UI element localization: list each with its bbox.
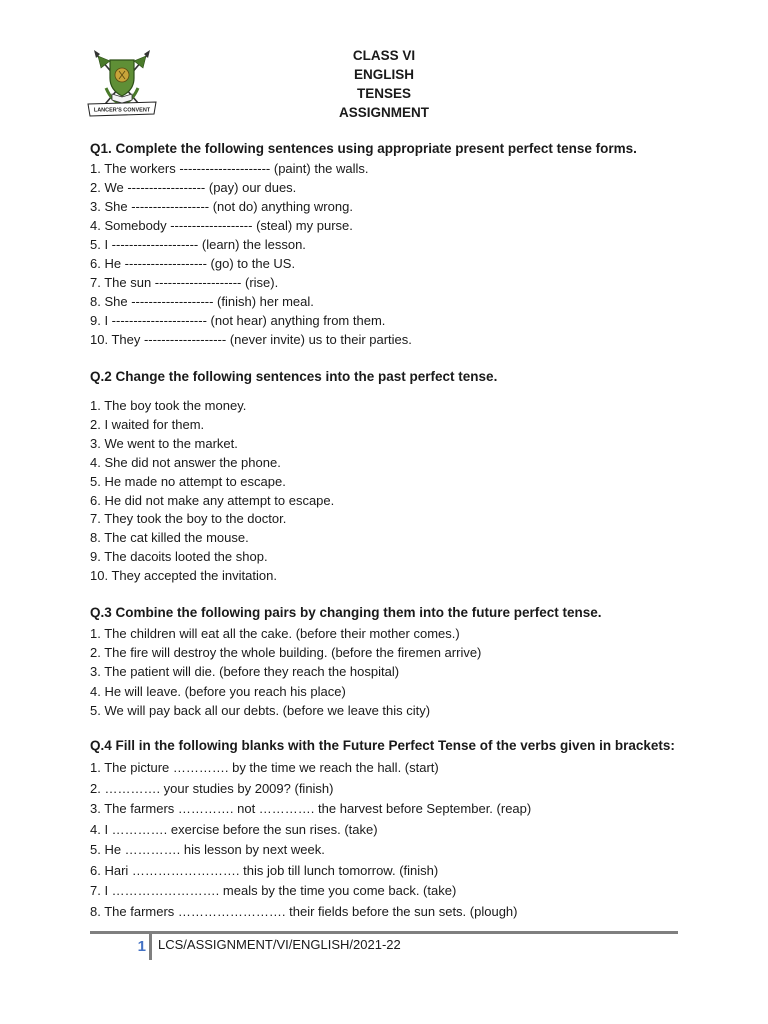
list-item: 7. The sun -------------------- (rise). — [90, 275, 279, 290]
footer-reference: LCS/ASSIGNMENT/VI/ENGLISH/2021-22 — [158, 937, 401, 952]
page-number: 1 — [137, 938, 146, 955]
list-item: 2. …………. your studies by 2009? (finish) — [90, 780, 334, 796]
list-item: 4. He will leave. (before you reach his place) — [90, 683, 346, 699]
subject-line: ENGLISH — [353, 67, 414, 82]
list-item: 7. They took the boy to the doctor. — [90, 511, 287, 527]
list-item: 8. She ------------------- (finish) her meal. — [90, 294, 314, 309]
list-item: 3. The patient will die. (before they reach the hospital) — [90, 664, 400, 680]
list-item: 2. I waited for them. — [90, 416, 205, 432]
list-item: 6. Hari ……………………. this job till lunch tomorrow. (finish) — [90, 862, 439, 878]
school-crest-logo — [82, 44, 162, 120]
doc-type-line: ASSIGNMENT — [338, 105, 429, 120]
list-item: 2. We ------------------ (pay) our dues. — [90, 180, 297, 195]
list-item: 3. The farmers …………. not …………. the harvest before September. (reap) — [90, 801, 532, 816]
list-item: 5. We will pay back all our debts. (before we leave this city) — [90, 702, 431, 718]
topic-line: TENSES — [356, 86, 411, 101]
list-item: 6. He did not make any attempt to escape. — [90, 492, 335, 508]
list-item: 5. He made no attempt to escape. — [90, 473, 286, 489]
question-2-list — [90, 397, 334, 586]
question-4-heading: Q.4 Fill in the following blanks with the Future Perfect Tense of the verbs given in brackets: — [90, 738, 675, 753]
question-3-list — [90, 624, 481, 720]
footer-divider — [149, 934, 152, 960]
list-item: 5. He …………. his lesson by next week. — [90, 842, 325, 857]
list-item: 2. The fire will destroy the whole building. (before the firemen arrive) — [90, 645, 482, 661]
list-item: 1. The workers --------------------- (paint) the walls. — [90, 161, 369, 176]
list-item: 7. I ……………………. meals by the time you come back. (take) — [90, 883, 457, 898]
class-line: CLASS VI — [352, 48, 416, 63]
list-item: 4. She did not answer the phone. — [90, 454, 281, 470]
list-item: 1. The picture …………. by the time we reach the hall. (start) — [90, 760, 439, 775]
question-1-heading: Q1. Complete the following sentences using appropriate present perfect tense forms. — [90, 141, 637, 156]
list-item: 8. The farmers ……………………. their fields before the sun sets. (plough) — [90, 903, 518, 919]
question-2-heading: Q.2 Change the following sentences into the past perfect tense. — [90, 369, 498, 384]
question-1-list — [90, 159, 412, 349]
assignment-title — [284, 46, 484, 122]
list-item: 4. I …………. exercise before the sun rises. (take) — [90, 821, 378, 837]
list-item: 9. The dacoits looted the shop. — [90, 549, 268, 565]
list-item: 1. The boy took the money. — [90, 398, 247, 413]
list-item: 5. I -------------------- (learn) the lesson. — [90, 237, 306, 252]
list-item: 10. They accepted the invitation. — [90, 568, 277, 584]
question-4-list — [90, 758, 531, 922]
list-item: 3. She ------------------ (not do) anything wrong. — [90, 199, 353, 214]
list-item: 3. We went to the market. — [90, 435, 238, 451]
svg-text:LANCER'S CONVENT: LANCER'S CONVENT — [93, 107, 151, 114]
list-item: 8. The cat killed the mouse. — [90, 530, 249, 546]
list-item: 1. The children will eat all the cake. (before their mother comes.) — [90, 626, 460, 641]
list-item: 4. Somebody ------------------- (steal) my purse. — [90, 218, 353, 233]
list-item: 10. They ------------------- (never invite) us to their parties. — [90, 332, 412, 347]
list-item: 6. He ------------------- (go) to the US. — [90, 256, 296, 271]
list-item: 9. I ---------------------- (not hear) anything from them. — [90, 313, 386, 328]
question-3-heading: Q.3 Combine the following pairs by changing them into the future perfect tense. — [90, 605, 602, 620]
footer-rule — [90, 931, 678, 934]
